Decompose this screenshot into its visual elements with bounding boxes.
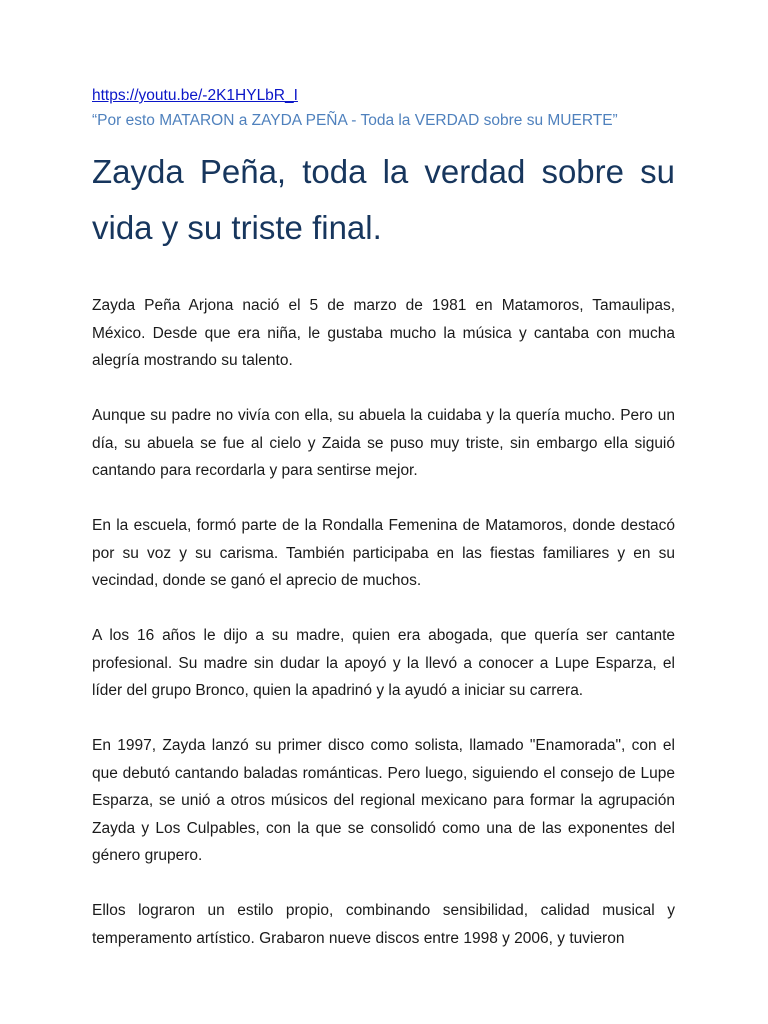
paragraph-style: Ellos lograron un estilo propio, combinando sensibilidad, calidad musical y temperamento artístico. Grabaron nueve discos entre 1998 y 2006, y tuvieron: [92, 902, 675, 947]
paragraph-school: En la escuela, formó parte de la Rondalla Femenina de Matamoros, donde destacó por su voz y su carisma. También participaba en las fiestas familiares y en su vecindad, donde se ganó el aprecio de muchos.: [92, 517, 675, 589]
paragraph-career-start: A los 16 años le dijo a su madre, quien era abogada, que quería ser cantante profesional. Su madre sin dudar la apoyó y la llevó a conocer a Lupe Esparza, el líder del grupo Bronco, quien la apadrinó y la ayudó a iniciar su carrera.: [92, 627, 675, 699]
paragraph-debut: En 1997, Zayda lanzó su primer disco como solista, llamado "Enamorada", con el que debutó cantando baladas románticas. Pero luego, siguiendo el consejo de Lupe Esparza, se unió a otros músicos del regional mexicano para formar la agrupación Zayda y Los Culpables, con la que se consolidó como una de las exponentes del género grupero.: [92, 737, 675, 864]
document-title: Zayda Peña, toda la verdad sobre su vida y su triste final.: [92, 153, 675, 246]
video-title-quote: “Por esto MATARON a ZAYDA PEÑA - Toda la VERDAD sobre su MUERTE”: [92, 112, 618, 129]
document-page: [92, 86, 675, 952]
paragraph-family: Aunque su padre no vivía con ella, su abuela la cuidaba y la quería mucho. Pero un día, su abuela se fue al cielo y Zaida se puso muy triste, sin embargo ella siguió cantando para recordarla y para sentirse mejor.: [92, 407, 675, 479]
paragraph-birth: Zayda Peña Arjona nació el 5 de marzo de 1981 en Matamoros, Tamaulipas, México. Desde que era niña, le gustaba mucho la música y cantaba con mucha alegría mostrando su talento.: [92, 297, 675, 369]
youtube-link[interactable]: https://youtu.be/-2K1HYLbR_I: [92, 87, 298, 104]
